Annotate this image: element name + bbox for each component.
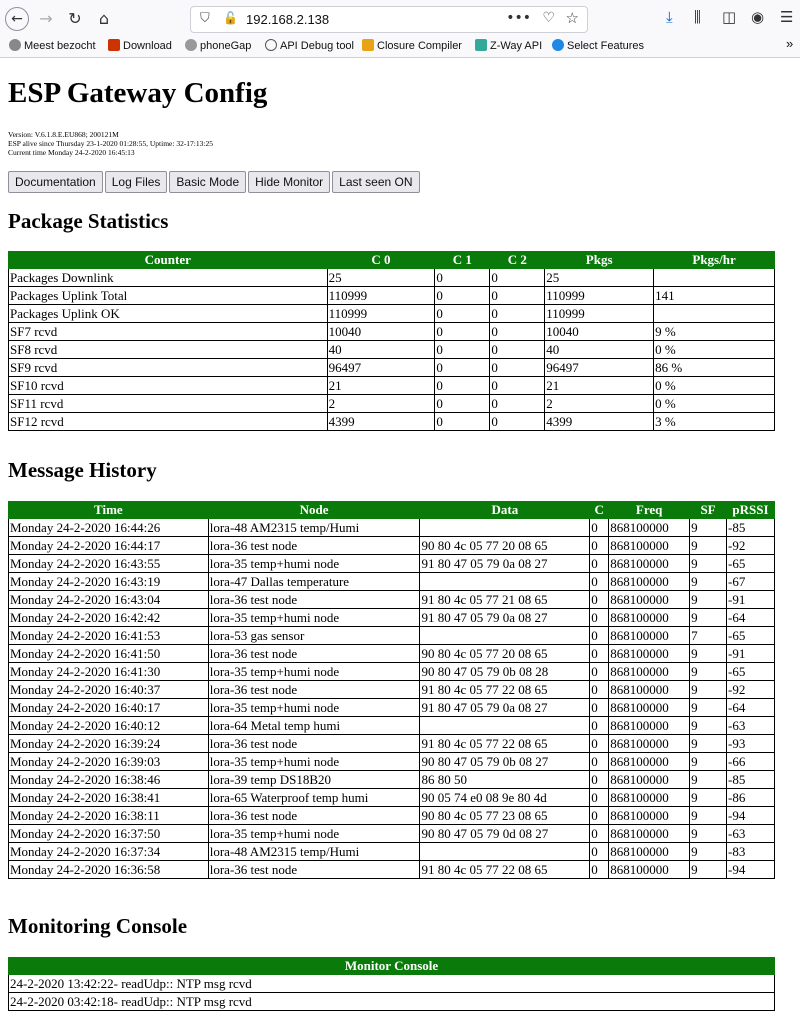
table-cell: Monday 24-2-2020 16:39:24: [9, 735, 209, 753]
bookmark-item[interactable]: Meest bezocht: [9, 39, 96, 52]
table-cell: Monday 24-2-2020 16:40:17: [9, 699, 209, 717]
bookmarks-bar: [0, 36, 800, 56]
table-cell: Monday 24-2-2020 16:43:55: [9, 555, 209, 573]
table-row: [9, 645, 775, 663]
table-cell: 4399: [545, 413, 654, 431]
table-cell: Monday 24-2-2020 16:43:19: [9, 573, 209, 591]
table-cell: lora-36 test node: [208, 735, 420, 753]
table-cell: 91 80 4c 05 77 22 08 65: [420, 735, 590, 753]
column-header: C 2: [490, 252, 545, 269]
stats-table: [8, 251, 775, 431]
table-cell: 96497: [545, 359, 654, 377]
phonegap-favicon: [185, 39, 197, 51]
table-cell: 868100000: [609, 627, 690, 645]
table-cell: 0: [590, 573, 609, 591]
download-favicon: [108, 39, 120, 51]
bookmark-item[interactable]: API Debug tool: [265, 39, 354, 52]
table-cell: lora-53 gas sensor: [208, 627, 420, 645]
table-cell: 0: [590, 861, 609, 879]
table-cell: -92: [727, 537, 775, 555]
table-cell: -93: [727, 735, 775, 753]
table-cell: 9: [690, 843, 727, 861]
table-cell: 0 %: [654, 377, 775, 395]
console-row: [9, 993, 775, 1011]
table-cell: 9: [690, 537, 727, 555]
column-header: Freq: [609, 502, 690, 519]
table-cell: 868100000: [609, 717, 690, 735]
table-row: [9, 627, 775, 645]
table-cell: lora-35 temp+humi node: [208, 609, 420, 627]
table-cell: lora-36 test node: [208, 681, 420, 699]
table-cell: Monday 24-2-2020 16:38:46: [9, 771, 209, 789]
bookmarks-overflow-icon[interactable]: »: [786, 36, 794, 51]
table-cell: 0: [435, 413, 490, 431]
table-cell: 96497: [327, 359, 435, 377]
column-header: C 1: [435, 252, 490, 269]
table-row: [9, 305, 775, 323]
table-cell: lora-36 test node: [208, 645, 420, 663]
console-row: [9, 975, 775, 993]
table-cell: 0: [490, 395, 545, 413]
table-cell: 0: [490, 287, 545, 305]
table-cell: lora-48 AM2315 temp/Humi: [208, 843, 420, 861]
table-cell: 868100000: [609, 519, 690, 537]
mode-buttons: [8, 171, 420, 193]
table-cell: 0: [435, 395, 490, 413]
closure-favicon: [362, 39, 374, 51]
table-cell: 0 %: [654, 341, 775, 359]
table-row: [9, 771, 775, 789]
table-row: [9, 663, 775, 681]
column-header: Pkgs: [545, 252, 654, 269]
tracking-shield-icon[interactable]: ⛉: [200, 11, 210, 26]
table-cell: -83: [727, 843, 775, 861]
table-cell: Monday 24-2-2020 16:41:53: [9, 627, 209, 645]
table-cell: lora-47 Dallas temperature: [208, 573, 420, 591]
table-cell: -64: [727, 609, 775, 627]
table-cell: 40: [327, 341, 435, 359]
table-cell: SF12 rcvd: [9, 413, 328, 431]
table-cell: 9: [690, 681, 727, 699]
table-cell: 9: [690, 609, 727, 627]
table-cell: 0: [435, 305, 490, 323]
table-cell: 91 80 47 05 79 0a 08 27: [420, 609, 590, 627]
table-cell: 868100000: [609, 789, 690, 807]
table-cell: Packages Downlink: [9, 269, 328, 287]
table-cell: SF11 rcvd: [9, 395, 328, 413]
table-row: [9, 753, 775, 771]
table-cell: 0: [590, 519, 609, 537]
log-files-button[interactable]: Log Files: [105, 171, 168, 193]
table-cell: 0: [590, 825, 609, 843]
table-cell: Monday 24-2-2020 16:41:50: [9, 645, 209, 663]
table-cell: Monday 24-2-2020 16:41:30: [9, 663, 209, 681]
account-icon[interactable]: ◉: [751, 8, 765, 26]
table-cell: 868100000: [609, 663, 690, 681]
table-cell: 91 80 47 05 79 0a 08 27: [420, 555, 590, 573]
table-cell: lora-65 Waterproof temp humi: [208, 789, 420, 807]
table-cell: Monday 24-2-2020 16:38:11: [9, 807, 209, 825]
table-cell: 0: [435, 377, 490, 395]
table-row: [9, 537, 775, 555]
monitor-heading: Monitoring Console: [8, 914, 188, 938]
table-cell: -66: [727, 753, 775, 771]
table-row: [9, 861, 775, 879]
menu-icon[interactable]: ☰: [780, 8, 794, 26]
table-cell: 868100000: [609, 681, 690, 699]
table-cell: lora-36 test node: [208, 807, 420, 825]
table-cell: -92: [727, 681, 775, 699]
table-row: [9, 735, 775, 753]
table-cell: -65: [727, 555, 775, 573]
table-row: [9, 609, 775, 627]
page-title: ESP Gateway Config: [8, 77, 268, 109]
table-row: [9, 807, 775, 825]
table-cell: 0: [490, 341, 545, 359]
table-cell: [420, 573, 590, 591]
table-row: [9, 843, 775, 861]
table-cell: [420, 717, 590, 735]
home-icon[interactable]: ⌂: [98, 8, 110, 28]
table-row: [9, 699, 775, 717]
library-icon[interactable]: ⫼: [694, 8, 701, 26]
alive-line: ESP alive since Thursday 23-1-2020 01:28:55, Uptime: 32-17:13:25: [8, 139, 213, 148]
table-cell: Monday 24-2-2020 16:37:50: [9, 825, 209, 843]
table-cell: Packages Uplink Total: [9, 287, 328, 305]
table-cell: -85: [727, 771, 775, 789]
url-text[interactable]: 192.168.2.138: [246, 12, 330, 27]
table-cell: 86 %: [654, 359, 775, 377]
table-cell: Monday 24-2-2020 16:37:34: [9, 843, 209, 861]
table-cell: 868100000: [609, 735, 690, 753]
table-cell: 0: [590, 627, 609, 645]
history-table: [8, 501, 775, 879]
table-cell: 90 80 4c 05 77 20 08 65: [420, 537, 590, 555]
table-row: [9, 555, 775, 573]
table-cell: 868100000: [609, 771, 690, 789]
table-cell: 4399: [327, 413, 435, 431]
table-cell: [420, 627, 590, 645]
table-cell: 0: [590, 609, 609, 627]
table-cell: 0: [435, 341, 490, 359]
table-cell: Monday 24-2-2020 16:38:41: [9, 789, 209, 807]
table-cell: 868100000: [609, 537, 690, 555]
table-cell: 0: [590, 717, 609, 735]
table-cell: Monday 24-2-2020 16:40:37: [9, 681, 209, 699]
table-cell: lora-35 temp+humi node: [208, 555, 420, 573]
table-row: [9, 825, 775, 843]
table-row: [9, 341, 775, 359]
table-cell: 0 %: [654, 395, 775, 413]
table-cell: -91: [727, 645, 775, 663]
table-cell: -94: [727, 807, 775, 825]
table-cell: 90 80 4c 05 77 20 08 65: [420, 645, 590, 663]
table-cell: 0: [590, 537, 609, 555]
table-cell: 9 %: [654, 323, 775, 341]
table-cell: 0: [590, 555, 609, 573]
address-bar[interactable]: [190, 6, 588, 33]
table-cell: 110999: [327, 305, 435, 323]
pocket-icon[interactable]: ♡: [542, 10, 555, 26]
table-cell: lora-39 temp DS18B20: [208, 771, 420, 789]
column-header: Monitor Console: [9, 958, 775, 975]
table-cell: 21: [327, 377, 435, 395]
table-cell: 2: [545, 395, 654, 413]
table-cell: 0: [490, 413, 545, 431]
table-row: [9, 717, 775, 735]
table-cell: 7: [690, 627, 727, 645]
table-cell: Monday 24-2-2020 16:44:26: [9, 519, 209, 537]
table-cell: 9: [690, 825, 727, 843]
table-cell: 10040: [545, 323, 654, 341]
table-cell: 9: [690, 573, 727, 591]
table-cell: 0: [590, 771, 609, 789]
table-cell: 0: [590, 645, 609, 663]
table-cell: 0: [435, 323, 490, 341]
table-cell: 9: [690, 663, 727, 681]
globe-icon: [265, 39, 277, 51]
bookmark-item[interactable]: Closure Compiler: [362, 39, 462, 52]
table-cell: 868100000: [609, 555, 690, 573]
table-cell: 91 80 47 05 79 0a 08 27: [420, 699, 590, 717]
table-cell: 10040: [327, 323, 435, 341]
bookmark-item[interactable]: Download: [108, 39, 172, 52]
table-cell: 90 80 47 05 79 0d 08 27: [420, 825, 590, 843]
table-cell: -65: [727, 627, 775, 645]
zway-favicon: [475, 39, 487, 51]
table-cell: [654, 305, 775, 323]
column-header: Counter: [9, 252, 328, 269]
column-header: pRSSI: [727, 502, 775, 519]
table-cell: 25: [545, 269, 654, 287]
table-cell: 868100000: [609, 609, 690, 627]
basic-mode-button[interactable]: Basic Mode: [169, 171, 246, 193]
table-cell: SF10 rcvd: [9, 377, 328, 395]
select-features-favicon: [552, 39, 564, 51]
documentation-button[interactable]: Documentation: [8, 171, 103, 193]
table-cell: lora-35 temp+humi node: [208, 825, 420, 843]
table-cell: 868100000: [609, 699, 690, 717]
stats-heading: Package Statistics: [8, 209, 169, 233]
table-cell: lora-64 Metal temp humi: [208, 717, 420, 735]
table-cell: 91 80 4c 05 77 22 08 65: [420, 681, 590, 699]
table-cell: Monday 24-2-2020 16:40:12: [9, 717, 209, 735]
table-cell: -86: [727, 789, 775, 807]
table-cell: 9: [690, 753, 727, 771]
table-cell: -67: [727, 573, 775, 591]
table-row: [9, 591, 775, 609]
table-cell: 0: [590, 591, 609, 609]
table-cell: 0: [435, 269, 490, 287]
console-line: 24-2-2020 03:42:18- readUdp:: NTP msg rcvd: [9, 993, 775, 1011]
table-cell: 0: [490, 305, 545, 323]
table-cell: 0: [435, 287, 490, 305]
table-cell: 9: [690, 645, 727, 663]
table-cell: 0: [590, 735, 609, 753]
table-cell: 9: [690, 699, 727, 717]
table-row: [9, 323, 775, 341]
column-header: C 0: [327, 252, 435, 269]
table-cell: SF7 rcvd: [9, 323, 328, 341]
table-row: [9, 359, 775, 377]
table-cell: 0: [590, 753, 609, 771]
table-cell: 9: [690, 519, 727, 537]
table-cell: 0: [590, 789, 609, 807]
table-cell: 9: [690, 555, 727, 573]
table-cell: 0: [435, 359, 490, 377]
console-line: 24-2-2020 13:42:22- readUdp:: NTP msg rcvd: [9, 975, 775, 993]
table-cell: [420, 843, 590, 861]
browser-toolbar: [0, 0, 800, 58]
table-cell: lora-35 temp+humi node: [208, 663, 420, 681]
table-cell: 868100000: [609, 591, 690, 609]
sidebar-icon[interactable]: ◫: [722, 8, 737, 26]
table-cell: 868100000: [609, 825, 690, 843]
table-cell: lora-35 temp+humi node: [208, 753, 420, 771]
table-cell: -63: [727, 825, 775, 843]
column-header: Data: [420, 502, 590, 519]
table-row: [9, 269, 775, 287]
table-cell: 9: [690, 789, 727, 807]
table-cell: 9: [690, 771, 727, 789]
history-heading: Message History: [8, 458, 157, 482]
table-cell: lora-36 test node: [208, 537, 420, 555]
insecure-lock-icon[interactable]: 🔓: [223, 11, 238, 25]
downloads-icon[interactable]: ⤓: [666, 8, 673, 26]
gear-icon: [9, 39, 21, 51]
table-cell: 90 80 47 05 79 0b 08 27: [420, 753, 590, 771]
table-cell: SF9 rcvd: [9, 359, 328, 377]
reload-icon[interactable]: ↻: [68, 8, 82, 28]
table-cell: 141: [654, 287, 775, 305]
table-cell: 90 05 74 e0 08 9e 80 4d: [420, 789, 590, 807]
table-cell: 868100000: [609, 807, 690, 825]
table-cell: 2: [327, 395, 435, 413]
table-cell: Monday 24-2-2020 16:44:17: [9, 537, 209, 555]
table-cell: -63: [727, 717, 775, 735]
table-cell: 0: [590, 807, 609, 825]
column-header: SF: [690, 502, 727, 519]
table-row: [9, 413, 775, 431]
hide-monitor-button[interactable]: Hide Monitor: [248, 171, 330, 193]
table-cell: 868100000: [609, 843, 690, 861]
current-time-line: Current time Monday 24-2-2020 16:45:13: [8, 148, 135, 157]
bookmark-star-icon[interactable]: ☆: [565, 9, 579, 27]
table-cell: -94: [727, 861, 775, 879]
bookmark-item[interactable]: phoneGap: [185, 39, 251, 52]
table-row: [9, 287, 775, 305]
column-header: C: [590, 502, 609, 519]
table-cell: SF8 rcvd: [9, 341, 328, 359]
table-cell: 0: [490, 323, 545, 341]
table-cell: 868100000: [609, 573, 690, 591]
table-cell: Monday 24-2-2020 16:36:58: [9, 861, 209, 879]
table-cell: 91 80 4c 05 77 21 08 65: [420, 591, 590, 609]
table-cell: -91: [727, 591, 775, 609]
table-cell: -64: [727, 699, 775, 717]
table-cell: 21: [545, 377, 654, 395]
table-cell: 0: [490, 359, 545, 377]
table-cell: Packages Uplink OK: [9, 305, 328, 323]
table-cell: 90 80 47 05 79 0b 08 28: [420, 663, 590, 681]
table-cell: 868100000: [609, 753, 690, 771]
table-cell: 110999: [545, 305, 654, 323]
table-cell: -85: [727, 519, 775, 537]
forward-icon[interactable]: →: [39, 8, 53, 28]
table-row: [9, 573, 775, 591]
table-cell: 91 80 4c 05 77 22 08 65: [420, 861, 590, 879]
table-cell: 0: [590, 699, 609, 717]
table-cell: 0: [590, 681, 609, 699]
table-cell: lora-36 test node: [208, 591, 420, 609]
table-cell: 25: [327, 269, 435, 287]
back-icon[interactable]: ←: [5, 7, 29, 31]
table-cell: 0: [490, 377, 545, 395]
table-row: [9, 519, 775, 537]
bookmark-item[interactable]: Select Features: [552, 39, 644, 52]
table-cell: lora-35 temp+humi node: [208, 699, 420, 717]
table-cell: 0: [590, 843, 609, 861]
table-cell: 90 80 4c 05 77 23 08 65: [420, 807, 590, 825]
table-cell: Monday 24-2-2020 16:43:04: [9, 591, 209, 609]
last-seen-button[interactable]: Last seen ON: [332, 171, 419, 193]
table-row: [9, 681, 775, 699]
table-cell: 3 %: [654, 413, 775, 431]
table-cell: 110999: [545, 287, 654, 305]
table-cell: 40: [545, 341, 654, 359]
monitor-table: [8, 957, 775, 1011]
table-cell: 868100000: [609, 645, 690, 663]
column-header: Pkgs/hr: [654, 252, 775, 269]
table-cell: 86 80 50: [420, 771, 590, 789]
table-cell: 9: [690, 717, 727, 735]
table-cell: 110999: [327, 287, 435, 305]
version-line: Version: V.6.1.8.E.EU868; 200121M: [8, 130, 119, 139]
table-cell: Monday 24-2-2020 16:42:42: [9, 609, 209, 627]
table-cell: 9: [690, 807, 727, 825]
table-cell: 0: [590, 663, 609, 681]
column-header: Node: [208, 502, 420, 519]
table-row: [9, 395, 775, 413]
table-cell: Monday 24-2-2020 16:39:03: [9, 753, 209, 771]
table-cell: [420, 519, 590, 537]
page-actions-icon[interactable]: •••: [506, 10, 531, 26]
column-header: Time: [9, 502, 209, 519]
table-cell: 9: [690, 735, 727, 753]
table-cell: 9: [690, 861, 727, 879]
table-cell: [654, 269, 775, 287]
table-cell: lora-36 test node: [208, 861, 420, 879]
bookmark-item[interactable]: Z-Way API: [475, 39, 542, 52]
table-cell: 868100000: [609, 861, 690, 879]
table-cell: 9: [690, 591, 727, 609]
table-row: [9, 789, 775, 807]
table-cell: -65: [727, 663, 775, 681]
table-cell: lora-48 AM2315 temp/Humi: [208, 519, 420, 537]
table-cell: 0: [490, 269, 545, 287]
table-row: [9, 377, 775, 395]
